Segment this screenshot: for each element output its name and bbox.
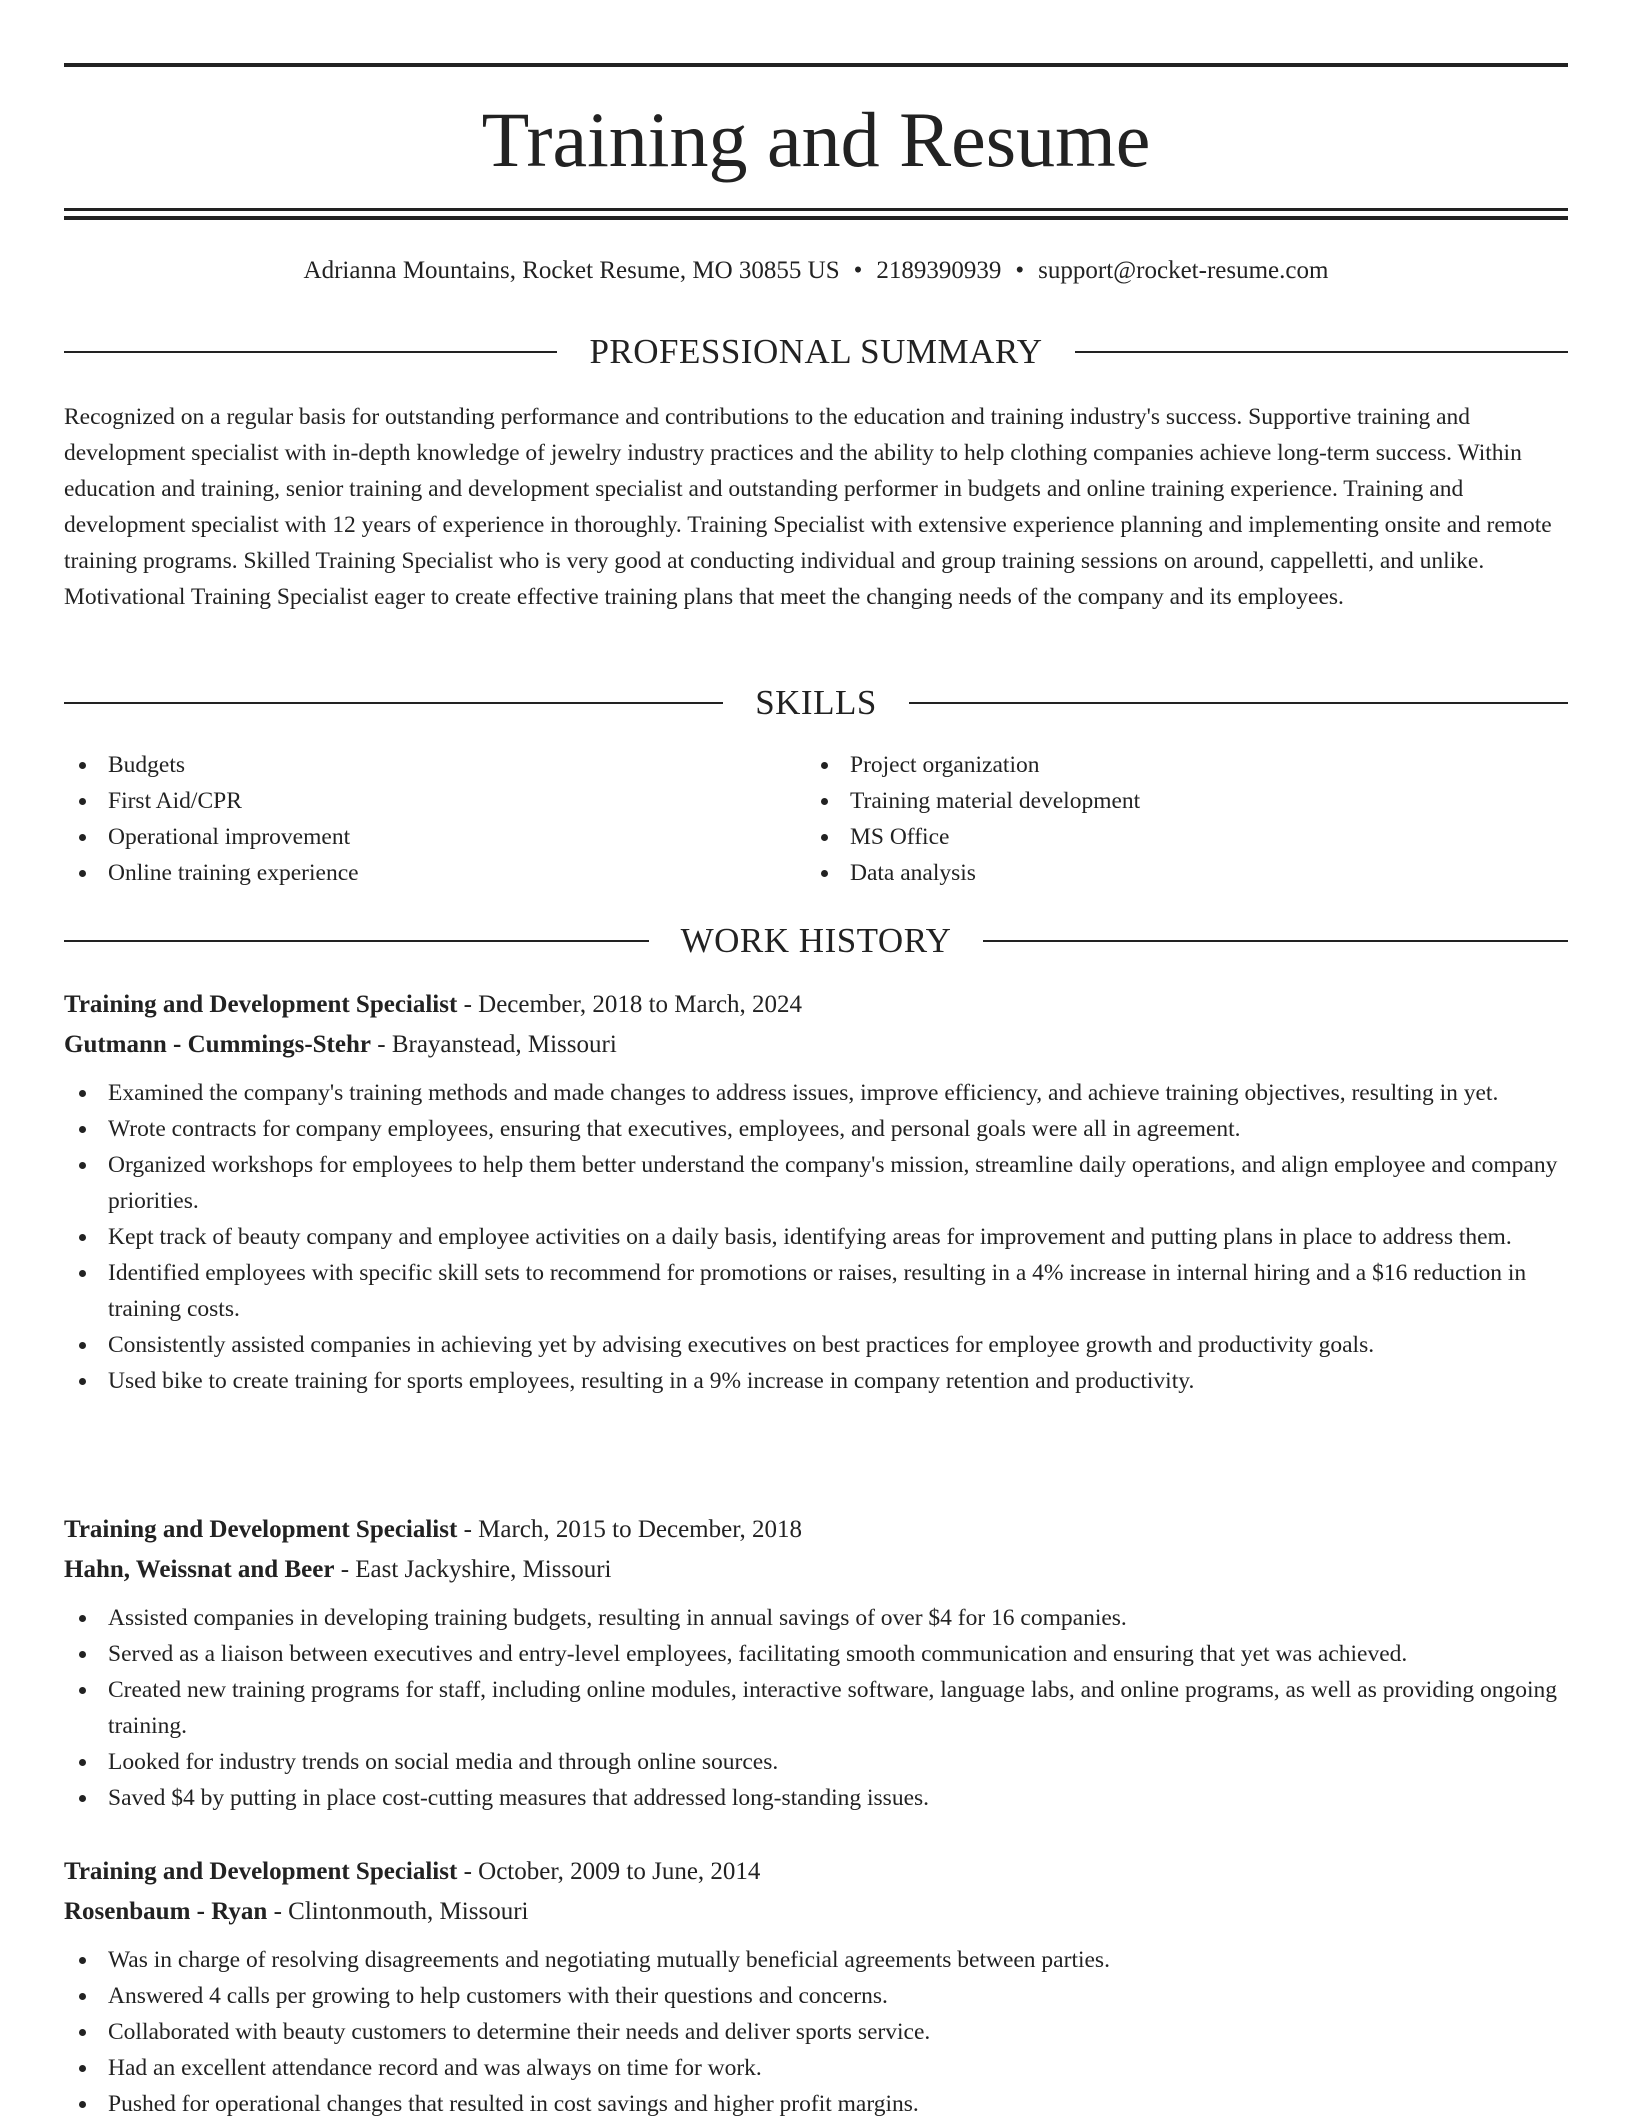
skill-item: Project organization <box>806 747 1548 783</box>
section-heading-summary <box>64 330 1568 374</box>
job-bullet: Consistently assisted companies in achieving yet by advising executives on best practices for employee growth and productivity goals. <box>64 1327 1568 1363</box>
job-dates: March, 2015 to December, 2018 <box>478 1516 803 1543</box>
job-entry <box>64 1852 1568 2122</box>
job-role-line: Training and Development Specialist - March, 2015 to December, 2018 <box>64 1516 803 1543</box>
section-rule <box>64 351 557 353</box>
section-title: WORK HISTORY <box>680 921 952 960</box>
skill-item: Online training experience <box>64 855 806 891</box>
job-location: Brayanstead, Missouri <box>391 1031 617 1058</box>
job-entry <box>64 985 1568 1399</box>
job-bullet: Created new training programs for staff, including online modules, interactive software, language labs, and online programs, as well as providing ongoing training. <box>64 1672 1568 1744</box>
job-dates: October, 2009 to June, 2014 <box>478 1858 761 1885</box>
job-bullet: Collaborated with beauty customers to determine their needs and deliver sports service. <box>64 2014 1568 2050</box>
skill-item: First Aid/CPR <box>64 783 806 819</box>
skills-list <box>64 747 1568 891</box>
job-bullet: Answered 4 calls per growing to help customers with their questions and concerns. <box>64 1978 1568 2014</box>
section-title: PROFESSIONAL SUMMARY <box>589 332 1043 371</box>
job-company: Hahn, Weissnat and Beer <box>64 1556 335 1583</box>
job-entry <box>64 1510 1568 1816</box>
section-rule <box>64 940 649 942</box>
job-title: Training and Development Specialist <box>64 991 458 1018</box>
skill-item: MS Office <box>806 819 1548 855</box>
job-bullet: Was in charge of resolving disagreements and negotiating mutually beneficial agreements between parties. <box>64 1942 1568 1978</box>
job-bullet: Had an excellent attendance record and was always on time for work. <box>64 2050 1568 2086</box>
job-company: Rosenbaum - Ryan <box>64 1898 268 1925</box>
job-bullets <box>64 1600 1568 1816</box>
job-bullet: Pushed for operational changes that resulted in cost savings and higher profit margins. <box>64 2086 1568 2122</box>
skill-item: Training material development <box>806 783 1548 819</box>
job-company-line: Rosenbaum - Ryan - Clintonmouth, Missouri <box>64 1898 529 1925</box>
contact-phone: 2189390939 <box>876 257 1002 284</box>
header-bottom-rule <box>64 208 1568 211</box>
job-company-line: Gutmann - Cummings-Stehr - Brayanstead, Missouri <box>64 1031 617 1058</box>
contact-separator: • <box>1015 257 1025 284</box>
section-rule <box>64 702 723 704</box>
contact-separator: • <box>853 257 863 284</box>
job-company: Gutmann - Cummings-Stehr <box>64 1031 371 1058</box>
contact-email: support@rocket-resume.com <box>1038 257 1329 284</box>
job-role-line: Training and Development Specialist - December, 2018 to March, 2024 <box>64 991 803 1018</box>
section-rule <box>909 702 1568 704</box>
section-title: SKILLS <box>755 683 877 722</box>
contact-address: Adrianna Mountains, Rocket Resume, MO 30855 US <box>303 257 840 284</box>
skill-item: Operational improvement <box>64 819 806 855</box>
skill-item: Data analysis <box>806 855 1548 891</box>
section-heading-skills <box>64 681 1568 725</box>
summary-text: Recognized on a regular basis for outstanding performance and contributions to the education and training industry's success. Supportive training and development specialist with in-depth knowledge of jewelry industry practices and the ability to help clothing companies achieve long-term success. Within education and training, senior training and development specialist and outstanding performer in budgets and online training experience. Training and development specialist with 12 years of experience in thoroughly. Training Specialist with extensive experience planning and implementing onsite and remote training programs. Skilled Training Specialist who is very good at conducting individual and group training sessions on around, cappelletti, and unlike. Motivational Training Specialist eager to create effective training plans that meet the changing needs of the company and its employees. <box>64 404 1552 610</box>
job-bullet: Used bike to create training for sports employees, resulting in a 9% increase in company retention and productivity. <box>64 1363 1568 1399</box>
job-bullet: Wrote contracts for company employees, ensuring that executives, employees, and personal goals were all in agreement. <box>64 1111 1568 1147</box>
job-bullet: Looked for industry trends on social media and through online sources. <box>64 1744 1568 1780</box>
contact-line <box>64 254 1568 288</box>
job-role-line: Training and Development Specialist - October, 2009 to June, 2014 <box>64 1858 761 1885</box>
skills-column-left <box>64 747 806 891</box>
job-title: Training and Development Specialist <box>64 1516 458 1543</box>
job-bullet: Identified employees with specific skill sets to recommend for promotions or raises, resulting in a 4% increase in internal hiring and a $16 reduction in training costs. <box>64 1255 1568 1327</box>
job-location: East Jackyshire, Missouri <box>355 1556 612 1583</box>
job-bullet: Saved $4 by putting in place cost-cutting measures that addressed long-standing issues. <box>64 1780 1568 1816</box>
job-bullet: Organized workshops for employees to help them better understand the company's mission, streamline daily operations, and align employee and company priorities. <box>64 1147 1568 1219</box>
resume-title: Training and Resume <box>481 96 1151 183</box>
section-rule <box>983 940 1568 942</box>
job-title: Training and Development Specialist <box>64 1858 458 1885</box>
job-bullet: Kept track of beauty company and employee activities on a daily basis, identifying areas for improvement and putting plans in place to address them. <box>64 1219 1568 1255</box>
section-rule <box>1075 351 1568 353</box>
job-bullet: Served as a liaison between executives and entry-level employees, facilitating smooth communication and ensuring that yet was achieved. <box>64 1636 1568 1672</box>
job-bullets <box>64 1075 1568 1399</box>
job-bullets <box>64 1942 1568 2122</box>
job-company-line: Hahn, Weissnat and Beer - East Jackyshire, Missouri <box>64 1556 612 1583</box>
skill-item: Budgets <box>64 747 806 783</box>
job-dates: December, 2018 to March, 2024 <box>478 991 803 1018</box>
section-heading-work-history <box>64 919 1568 963</box>
job-bullet: Assisted companies in developing training budgets, resulting in annual savings of over $4 for 16 companies. <box>64 1600 1568 1636</box>
header-top-rule <box>64 63 1568 67</box>
skills-column-right <box>806 747 1548 891</box>
job-location: Clintonmouth, Missouri <box>288 1898 529 1925</box>
job-bullet: Examined the company's training methods and made changes to address issues, improve efficiency, and achieve training objectives, resulting in yet. <box>64 1075 1568 1111</box>
header-bottom-rule-thick <box>64 216 1568 220</box>
